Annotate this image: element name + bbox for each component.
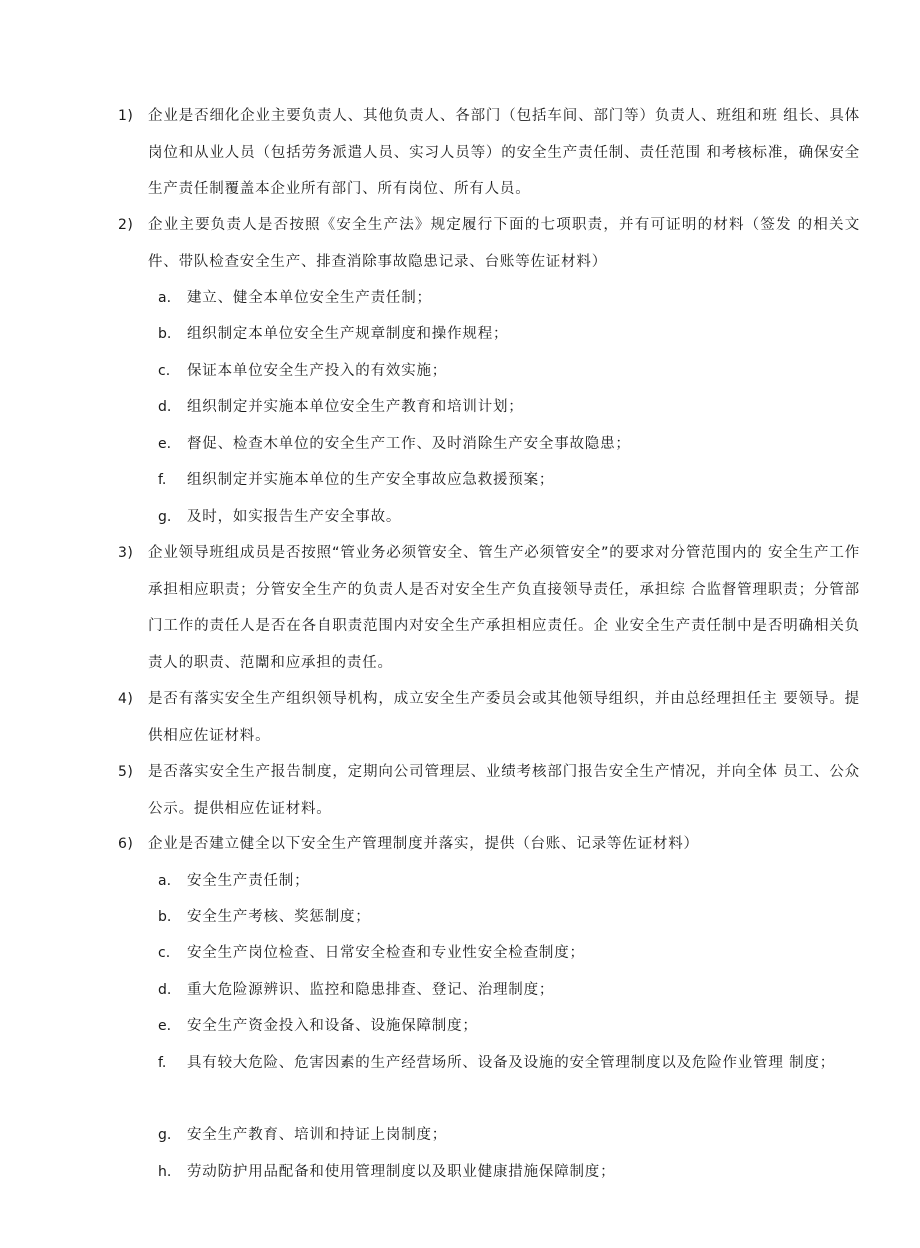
sub-item-letter: b. [158,326,172,342]
sub-item-text: 建立、健全本单位安全生产责任制； [187,290,432,306]
sub-item-text: 具有较大危险、危害因素的生产经营场所、设备及设施的安全管理制度以及危险作业管理 制度； [187,1055,836,1071]
item-number: 2) [118,217,134,233]
sub-item-letter: d. [158,982,172,998]
sub-item-text: 保证本单位安全生产投入的有效实施； [187,363,448,379]
item-text: 企业是否建立健全以下安全生产管理制度并落实，提供（台账、记录等佐证材料） [148,836,699,852]
list-item-5 [118,754,860,827]
sub-item-letter: c. [158,945,171,961]
sub-item-letter: b. [158,909,172,925]
sub-item-text: 及时，如实报告生产安全事故。 [187,509,402,525]
sub-item-system-d [158,972,860,1009]
sub-item-letter: h. [158,1164,172,1180]
sub-item-letter: e. [158,436,172,452]
item-number: 4) [118,691,134,707]
sub-item-duty-a [158,280,860,317]
sub-item-system-h [158,1154,860,1191]
list-item-6 [118,826,860,863]
sub-item-text: 安全生产考核、奖惩制度； [187,909,371,925]
sub-item-system-g [158,1117,860,1154]
sub-item-duty-e [158,426,860,463]
item-number: 1) [118,108,134,124]
sub-item-system-c [158,935,860,972]
sub-item-system-e [158,1008,860,1045]
list-item-2 [118,207,860,280]
sub-item-text: 组织制定本单位安全生产规章制度和操作规程； [187,326,509,342]
sub-item-duty-c [158,353,860,390]
sub-item-letter: g. [158,1127,172,1143]
item-text: 是否有落实安全生产组织领导机构，成立安全生产委员会或其他领导组织，并由总经理担任主 要领导。提供相应佐证材料。 [148,691,860,744]
sub-item-letter: f. [158,1055,167,1071]
sub-item-text: 安全生产岗位检查、日常安全检查和专业性安全检查制度； [187,945,585,961]
sub-item-text: 安全生产责任制； [187,873,310,889]
sub-item-system-f [158,1045,860,1082]
sub-item-letter: a. [158,873,172,889]
sub-item-letter: g. [158,509,172,525]
sub-item-text: 督促、检查木单位的安全生产工作、及时消除生产安全事故隐患； [187,436,631,452]
sub-item-text: 重大危险源辨识、监控和隐患排查、登记、治理制度； [187,982,555,998]
sub-item-text: 安全生产教育、培训和持证上岗制度； [187,1127,448,1143]
item-text: 企业是否细化企业主要负责人、其他负责人、各部门（包括车间、部门等）负责人、班组和班 组长、具体岗位和从业人员（包括劳务派遣人员、实习人员等）的安全生产责任制、责任范围 和考核标准，确保安全生产责任制覆盖本企业所有部门、所有岗位、所有人员。 [148,108,860,197]
list-item-1 [118,98,860,208]
sub-item-text: 安全生产资金投入和设备、设施保障制度； [187,1018,478,1034]
sub-item-text: 劳动防护用品配备和使用管理制度以及职业健康措施保障制度； [187,1164,616,1180]
sub-item-letter: e. [158,1018,172,1034]
item-number: 3) [118,545,134,561]
sub-item-letter: a. [158,290,172,306]
sub-item-duty-f [158,462,860,499]
item-number: 6) [118,836,134,852]
sub-item-duty-d [158,389,860,426]
sub-item-system-b [158,899,860,936]
sub-item-duty-g [158,499,860,536]
list-item-3 [118,535,860,681]
item-text: 企业主要负责人是否按照《安全生产法》规定履行下面的七项职责，并有可证明的材料（签发 的相关文件、带队检查安全生产、排查消除事故隐患记录、台账等佐证材料） [148,217,860,270]
list-item-4 [118,681,860,754]
sub-item-text: 组织制定并实施本单位安全生产教育和培训计划； [187,399,524,415]
item-text: 企业领导班组成员是否按照“管业务必须管安全、管生产必须管安全”的要求对分管范围内的 安全生产工作承担相应职责；分管安全生产的负责人是否对安全生产负直接领导责任，承担综 合监督管理职责；分管部门工作的责任人是否在各自职责范围内对安全生产承担相应责任。企 业安全生产责任制中是否明确相关负责人的职责、范闈和应承担的责任。 [148,545,860,671]
item-number: 5) [118,764,134,780]
sub-item-letter: c. [158,363,171,379]
sub-item-system-a [158,863,860,900]
sub-item-letter: f. [158,472,167,488]
sub-item-duty-b [158,316,860,353]
item-text: 是否落实安全生产报告制度，定期向公司管理层、业绩考核部门报告安全生产情况，并向全体 员工、公众公示。提供相应佐证材料。 [148,764,860,817]
sub-item-letter: d. [158,399,172,415]
sub-item-text: 组织制定并实施本单位的生产安全事故应急救援预案； [187,472,555,488]
